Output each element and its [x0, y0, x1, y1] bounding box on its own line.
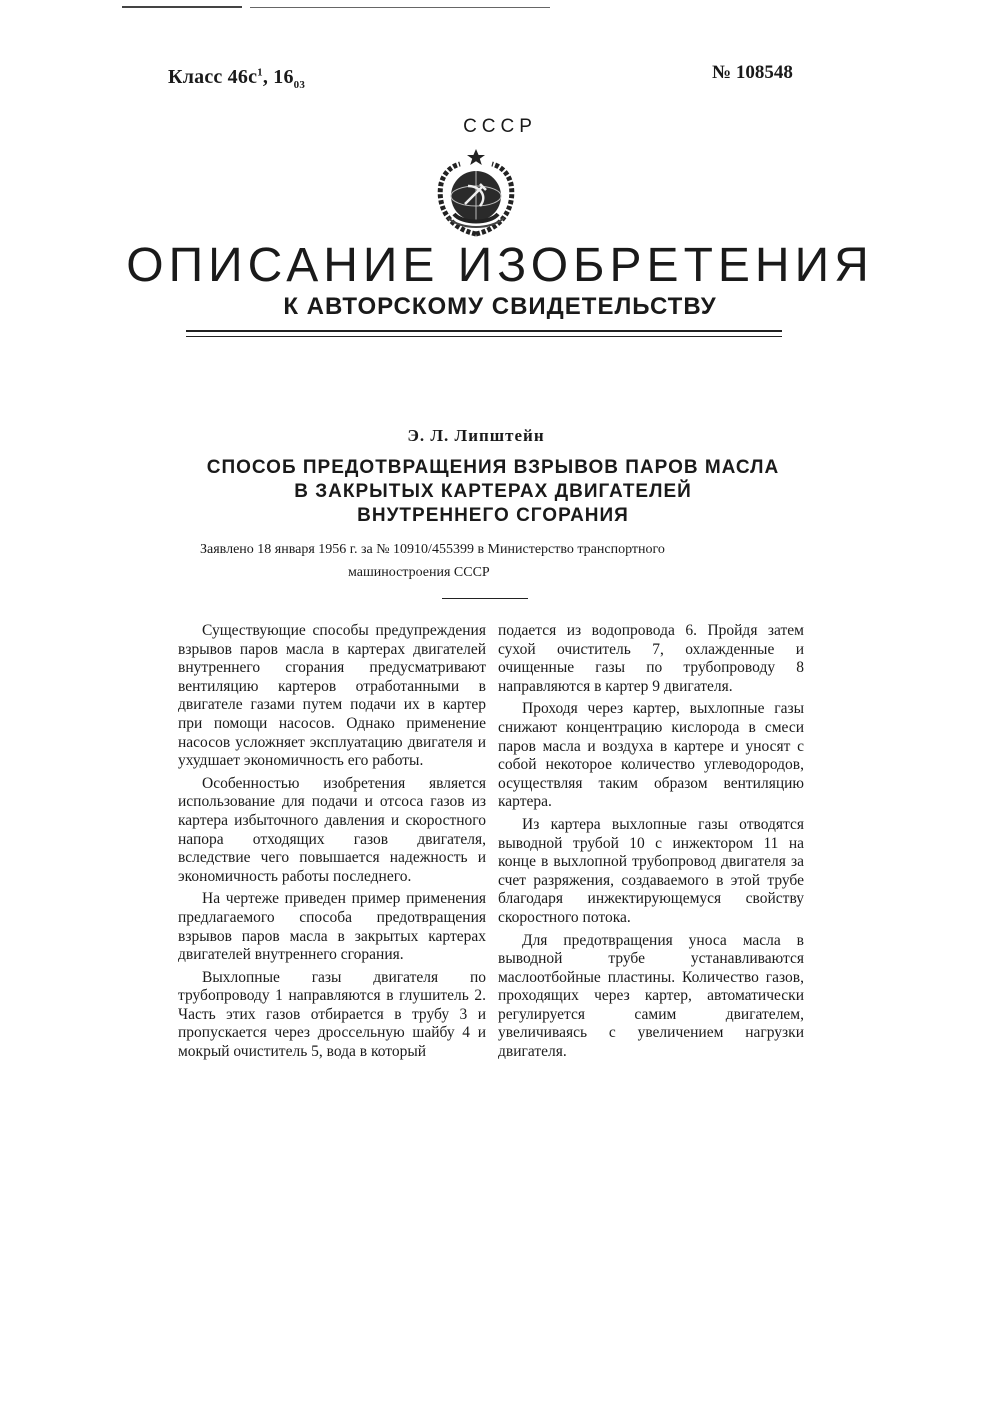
- patent-number: № 108548: [712, 62, 793, 83]
- header-rule: [186, 336, 782, 337]
- body-paragraph: Существующие способы предупреждения взрывов паров масла в картерах двигателей внутреннего сгорания предусматривают вентиляцию картеров отработанными в двигателе газами путем подачи их в картер при помощи насосов. Однако применение насосов усложняет эксплуатацию двигателя и ухудшает экономичность его работы.: [178, 622, 486, 770]
- classification: Класс $46c^1$, $16_{03}$: [168, 66, 306, 91]
- filing-line: машиностроения СССР: [348, 565, 490, 580]
- author-name: Э. Л. Липштейн: [407, 426, 545, 445]
- text-column-right: [498, 622, 804, 1066]
- filing-line: Заявлено 18 января 1956 г. за № 10910/455399 в Министерство транспортного: [200, 542, 665, 557]
- country-label: СССР: [463, 116, 537, 137]
- text-column-left: [178, 622, 486, 1066]
- body-paragraph: Особенностью изобретения является использование для подачи и отсоса газов из картера избыточного давления и скоростного напора отходящих газов двигателя, вследствие чего повышается надежность и экономичность работы последнего.: [178, 774, 486, 885]
- top-edge-rule: [250, 7, 550, 8]
- body-paragraph: На чертеже приведен пример применения предлагаемого способа предотвращения взрывов паров масла в закрытых картерах двигателей внутреннего сгорания.: [178, 890, 486, 964]
- state-emblem-icon: [432, 146, 520, 242]
- invention-title-line: ВНУТРЕННЕГО СГОРАНИЯ: [357, 505, 629, 526]
- top-edge-rule: [122, 6, 242, 8]
- invention-title-line: В ЗАКРЫТЫХ КАРТЕРАХ ДВИГАТЕЛЕЙ: [294, 481, 692, 502]
- section-divider: [442, 598, 528, 599]
- document-type-subtitle: К АВТОРСКОМУ СВИДЕТЕЛЬСТВУ: [283, 293, 717, 320]
- invention-title-line: СПОСОБ ПРЕДОТВРАЩЕНИЯ ВЗРЫВОВ ПАРОВ МАСЛА: [206, 457, 780, 478]
- body-paragraph: Из картера выхлопные газы отводятся выводной трубой 10 с инжектором 11 на конце в выхлопной трубопровод двигателя за счет разряжения, создаваемого в этой трубе благодаря инжектирующемуся свойству скоростного потока.: [498, 815, 804, 926]
- invention-title: [0, 456, 986, 528]
- body-paragraph: Для предотвращения уноса масла в выводной трубе устанавливаются маслоотбойные пластины. Количество газов, проходящих через картер, автоматически регулируется самим двигателем, увеличиваясь с увеличением нагрузки двигателя.: [498, 931, 804, 1061]
- body-paragraph: подается из водопровода 6. Пройдя затем сухой очиститель 7, охлажденные и очищенные газы по трубопроводу 8 направляются в картер 9 двигателя.: [498, 622, 804, 695]
- body-paragraph: Проходя через картер, выхлопные газы снижают концентрацию кислорода в смеси паров масла и воздуха в картере и уносят с собой некоторое количество углеводородов, осуществляя таким образом вентиляцию картера.: [498, 700, 804, 811]
- filing-info: [200, 538, 780, 584]
- body-paragraph: Выхлопные газы двигателя по трубопроводу 1 направляются в глушитель 2. Часть этих газов отбирается в трубу 3 и пропускается через дроссельную шайбу 4 и мокрый очиститель 5, вода в который: [178, 968, 486, 1061]
- document-type-title: ОПИСАНИЕ ИЗОБРЕТЕНИЯ: [126, 239, 874, 292]
- header-rule: [186, 330, 782, 332]
